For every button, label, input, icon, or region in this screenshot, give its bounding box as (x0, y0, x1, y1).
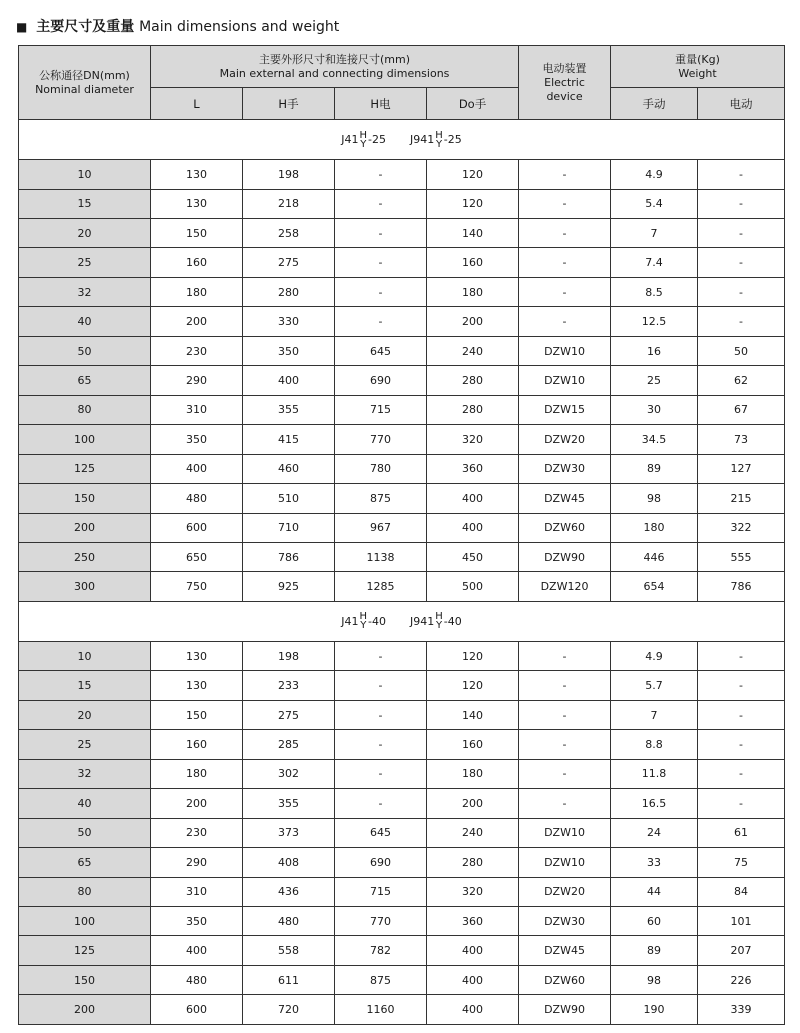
table-row (19, 995, 785, 1025)
table-cell: 200 (19, 513, 151, 542)
table-cell: DZW120 (519, 572, 611, 601)
table-row (19, 641, 785, 670)
table-cell: 50 (698, 336, 785, 365)
table-row (19, 395, 785, 424)
table-cell: 60 (611, 907, 698, 936)
table-row (19, 907, 785, 936)
table-row (19, 936, 785, 965)
table-cell: - (698, 160, 785, 189)
table-cell: - (698, 700, 785, 729)
table-row (19, 218, 785, 247)
table-cell: - (335, 789, 427, 818)
table-cell: 80 (19, 395, 151, 424)
table-cell: 770 (335, 425, 427, 454)
table-cell: 302 (243, 759, 335, 788)
table-cell: 875 (335, 965, 427, 994)
table-cell: 215 (698, 484, 785, 513)
table-cell: 84 (698, 877, 785, 906)
table-row (19, 160, 785, 189)
table-cell: 25 (19, 730, 151, 759)
table-cell: 140 (427, 218, 519, 247)
table-cell: - (519, 671, 611, 700)
table-cell: 33 (611, 848, 698, 877)
table-cell: 8.8 (611, 730, 698, 759)
table-cell: 400 (427, 965, 519, 994)
table-cell: 782 (335, 936, 427, 965)
table-cell: - (519, 189, 611, 218)
table-cell: 10 (19, 641, 151, 670)
table-cell: 230 (151, 818, 243, 847)
table-cell: - (335, 671, 427, 700)
table-cell: - (698, 218, 785, 247)
table-cell: 875 (335, 484, 427, 513)
table-cell: 40 (19, 789, 151, 818)
table-cell: 650 (151, 542, 243, 571)
table-cell: 925 (243, 572, 335, 601)
table-cell: 4.9 (611, 641, 698, 670)
table-cell: - (335, 641, 427, 670)
table-body (19, 120, 785, 1025)
table-cell: 160 (151, 248, 243, 277)
table-cell: 715 (335, 395, 427, 424)
table-row (19, 877, 785, 906)
model-code: J41 H Y -40 (341, 611, 387, 632)
table-cell: 446 (611, 542, 698, 571)
table-cell: - (519, 307, 611, 336)
table-cell: - (335, 248, 427, 277)
table-cell: 200 (151, 789, 243, 818)
table-cell: 7.4 (611, 248, 698, 277)
table-cell: 460 (243, 454, 335, 483)
table-cell: 101 (698, 907, 785, 936)
model-stack: H Y (359, 129, 368, 150)
table-cell: 150 (19, 484, 151, 513)
table-cell: 200 (19, 995, 151, 1025)
table-cell: 250 (19, 542, 151, 571)
table-cell: 25 (611, 366, 698, 395)
header-col-h-manual: H手 (243, 88, 335, 120)
table-cell: - (519, 248, 611, 277)
table-cell: 770 (335, 907, 427, 936)
table-cell: 180 (427, 277, 519, 306)
table-cell: 120 (427, 641, 519, 670)
table-row (19, 513, 785, 542)
table-cell: - (698, 189, 785, 218)
table-cell: 130 (151, 671, 243, 700)
table-cell: 100 (19, 425, 151, 454)
table-cell: 75 (698, 848, 785, 877)
table-cell: 130 (151, 641, 243, 670)
table-cell: 218 (243, 189, 335, 218)
table-cell: 130 (151, 189, 243, 218)
section-model-row (19, 120, 785, 160)
table-cell: 400 (427, 936, 519, 965)
table-cell: 500 (427, 572, 519, 601)
table-cell: 160 (151, 730, 243, 759)
table-cell: 233 (243, 671, 335, 700)
table-cell: 710 (243, 513, 335, 542)
title-zh: 主要尺寸及重量 (36, 19, 135, 35)
header-col-weight-manual: 手动 (611, 88, 698, 120)
model-code: J941 H Y -25 (410, 129, 462, 150)
table-cell: 1285 (335, 572, 427, 601)
table-cell: 16.5 (611, 789, 698, 818)
header-electric-device: 电动装置 Electric device (519, 46, 611, 120)
table-cell: 200 (427, 307, 519, 336)
table-cell: 275 (243, 248, 335, 277)
table-cell: 350 (243, 336, 335, 365)
table-cell: 600 (151, 513, 243, 542)
table-cell: - (698, 277, 785, 306)
table-cell: - (335, 759, 427, 788)
table-cell: 480 (243, 907, 335, 936)
table-cell: 61 (698, 818, 785, 847)
table-cell: DZW10 (519, 366, 611, 395)
model-code: J941 H Y -40 (410, 611, 462, 632)
model-stack: H Y (435, 611, 443, 632)
table-cell: 320 (427, 877, 519, 906)
table-cell: - (698, 759, 785, 788)
table-cell: 32 (19, 759, 151, 788)
table-cell: - (519, 759, 611, 788)
table-cell: 450 (427, 542, 519, 571)
page-title (16, 16, 339, 38)
table-row (19, 454, 785, 483)
title-en: Main dimensions and weight (139, 19, 340, 35)
square-bullet-icon: ■ (16, 20, 28, 34)
table-cell: 160 (427, 730, 519, 759)
table-cell: 150 (19, 965, 151, 994)
table-row (19, 425, 785, 454)
table-cell: DZW60 (519, 965, 611, 994)
table-cell: 15 (19, 671, 151, 700)
table-cell: 125 (19, 454, 151, 483)
dimensions-table (18, 45, 785, 1025)
table-cell: 207 (698, 936, 785, 965)
table-cell: - (698, 641, 785, 670)
table-cell: 400 (427, 484, 519, 513)
table-cell: 750 (151, 572, 243, 601)
table-cell: 80 (19, 877, 151, 906)
table-cell: DZW45 (519, 484, 611, 513)
table-cell: DZW90 (519, 995, 611, 1025)
table-cell: 300 (19, 572, 151, 601)
table-cell: - (519, 277, 611, 306)
header-col-h-electric: H电 (335, 88, 427, 120)
section-model-row (19, 601, 785, 641)
model-stack: H Y (435, 129, 443, 150)
table-cell: 720 (243, 995, 335, 1025)
table-row (19, 572, 785, 601)
table-row (19, 484, 785, 513)
table-cell: 555 (698, 542, 785, 571)
table-row (19, 671, 785, 700)
table-cell: 127 (698, 454, 785, 483)
header-weight: 重量(Kg) Weight (611, 46, 785, 88)
table-cell: 198 (243, 641, 335, 670)
table-cell: - (519, 641, 611, 670)
table-cell: 1160 (335, 995, 427, 1025)
table-cell: - (698, 307, 785, 336)
table-cell: 480 (151, 965, 243, 994)
table-row (19, 366, 785, 395)
table-cell: DZW30 (519, 454, 611, 483)
table-row (19, 789, 785, 818)
table-cell: - (698, 248, 785, 277)
table-cell: 20 (19, 700, 151, 729)
table-cell: 339 (698, 995, 785, 1025)
table-cell: 400 (151, 454, 243, 483)
table-cell: 510 (243, 484, 335, 513)
table-cell: 645 (335, 336, 427, 365)
table-cell: 62 (698, 366, 785, 395)
table-cell: - (335, 189, 427, 218)
table-cell: 654 (611, 572, 698, 601)
table-cell: 715 (335, 877, 427, 906)
table-cell: 12.5 (611, 307, 698, 336)
table-row (19, 818, 785, 847)
table-cell: 32 (19, 277, 151, 306)
model-code: J41 H Y -25 (341, 129, 387, 150)
table-cell: 373 (243, 818, 335, 847)
table-cell: DZW90 (519, 542, 611, 571)
table-cell: 645 (335, 818, 427, 847)
table-cell: 50 (19, 818, 151, 847)
header-row-1 (19, 46, 785, 88)
table-cell: 230 (151, 336, 243, 365)
table-cell: 73 (698, 425, 785, 454)
table-cell: 200 (427, 789, 519, 818)
table-row (19, 700, 785, 729)
table-cell: 290 (151, 848, 243, 877)
table-cell: - (698, 671, 785, 700)
table-cell: - (519, 730, 611, 759)
model-designation (19, 601, 785, 641)
table-cell: 5.4 (611, 189, 698, 218)
table-cell: 285 (243, 730, 335, 759)
table-cell: 89 (611, 936, 698, 965)
table-cell: 350 (151, 425, 243, 454)
table-cell: 180 (611, 513, 698, 542)
table-cell: 290 (151, 366, 243, 395)
table-cell: 180 (427, 759, 519, 788)
table-cell: DZW10 (519, 336, 611, 365)
table-cell: 16 (611, 336, 698, 365)
table-cell: 350 (151, 907, 243, 936)
table-cell: 160 (427, 248, 519, 277)
table-cell: 280 (427, 366, 519, 395)
table-cell: - (698, 789, 785, 818)
table-cell: 480 (151, 484, 243, 513)
table-cell: 436 (243, 877, 335, 906)
table-cell: 44 (611, 877, 698, 906)
table-cell: - (519, 700, 611, 729)
table-cell: 180 (151, 277, 243, 306)
table-cell: 400 (427, 513, 519, 542)
model-stack: H Y (359, 611, 368, 632)
table-cell: 310 (151, 877, 243, 906)
table-cell: 200 (151, 307, 243, 336)
table-cell: 140 (427, 700, 519, 729)
table-cell: 275 (243, 700, 335, 729)
table-cell: 120 (427, 671, 519, 700)
table-cell: 120 (427, 160, 519, 189)
table-cell: 4.9 (611, 160, 698, 189)
table-cell: 150 (151, 218, 243, 247)
table-cell: 15 (19, 189, 151, 218)
table-row (19, 542, 785, 571)
header-col-l: L (151, 88, 243, 120)
table-cell: 780 (335, 454, 427, 483)
table-cell: 690 (335, 366, 427, 395)
table-cell: 611 (243, 965, 335, 994)
table-row (19, 307, 785, 336)
table-cell: 125 (19, 936, 151, 965)
table-cell: 5.7 (611, 671, 698, 700)
table-cell: 180 (151, 759, 243, 788)
table-cell: 89 (611, 454, 698, 483)
table-row (19, 965, 785, 994)
table-cell: - (519, 218, 611, 247)
table-cell: 100 (19, 907, 151, 936)
table-cell: 8.5 (611, 277, 698, 306)
table-cell: - (519, 160, 611, 189)
table-cell: 320 (427, 425, 519, 454)
table-cell: - (335, 160, 427, 189)
table-cell: 355 (243, 395, 335, 424)
table-cell: 30 (611, 395, 698, 424)
table-cell: 280 (243, 277, 335, 306)
table-cell: - (519, 789, 611, 818)
header-col-weight-electric: 电动 (698, 88, 785, 120)
table-cell: DZW60 (519, 513, 611, 542)
table-cell: 558 (243, 936, 335, 965)
table-cell: 24 (611, 818, 698, 847)
table-cell: 11.8 (611, 759, 698, 788)
table-cell: 400 (151, 936, 243, 965)
table-row (19, 759, 785, 788)
table-cell: 1138 (335, 542, 427, 571)
header-main-dimensions: 主要外形尺寸和连接尺寸(mm) Main external and connecting dimensions (151, 46, 519, 88)
table-cell: 98 (611, 965, 698, 994)
table-cell: 690 (335, 848, 427, 877)
table-cell: 322 (698, 513, 785, 542)
table-cell: 400 (427, 995, 519, 1025)
table-cell: 198 (243, 160, 335, 189)
table-cell: 280 (427, 848, 519, 877)
table-cell: - (335, 730, 427, 759)
table-cell: 20 (19, 218, 151, 247)
table-cell: 67 (698, 395, 785, 424)
table-cell: 190 (611, 995, 698, 1025)
table-cell: 400 (243, 366, 335, 395)
table-cell: 310 (151, 395, 243, 424)
table-cell: - (335, 307, 427, 336)
table-cell: DZW10 (519, 818, 611, 847)
table-cell: 786 (243, 542, 335, 571)
table-cell: 258 (243, 218, 335, 247)
table-cell: 120 (427, 189, 519, 218)
table-cell: 600 (151, 995, 243, 1025)
table-row (19, 730, 785, 759)
table-cell: DZW10 (519, 848, 611, 877)
table-cell: 150 (151, 700, 243, 729)
table-cell: 25 (19, 248, 151, 277)
table-cell: 130 (151, 160, 243, 189)
table-cell: 355 (243, 789, 335, 818)
table-cell: DZW45 (519, 936, 611, 965)
table-cell: 280 (427, 395, 519, 424)
table-cell: 786 (698, 572, 785, 601)
table-row (19, 248, 785, 277)
table-row (19, 848, 785, 877)
table-cell: 415 (243, 425, 335, 454)
table-cell: DZW20 (519, 877, 611, 906)
table-cell: 360 (427, 454, 519, 483)
table-cell: 330 (243, 307, 335, 336)
table-cell: 34.5 (611, 425, 698, 454)
table-cell: 408 (243, 848, 335, 877)
table-row (19, 277, 785, 306)
table-cell: 7 (611, 218, 698, 247)
table-row (19, 336, 785, 365)
table-cell: 65 (19, 848, 151, 877)
table-cell: 98 (611, 484, 698, 513)
header-nominal-diameter: 公称通径DN(mm) Nominal diameter (19, 46, 151, 120)
table-cell: DZW30 (519, 907, 611, 936)
table-cell: - (698, 730, 785, 759)
table-cell: - (335, 700, 427, 729)
table-cell: 40 (19, 307, 151, 336)
table-cell: DZW20 (519, 425, 611, 454)
table-row (19, 189, 785, 218)
table-cell: 360 (427, 907, 519, 936)
header-col-do-manual: Do手 (427, 88, 519, 120)
table-cell: 226 (698, 965, 785, 994)
table-cell: 967 (335, 513, 427, 542)
table-cell: 65 (19, 366, 151, 395)
model-designation (19, 120, 785, 160)
table-cell: 7 (611, 700, 698, 729)
table-cell: DZW15 (519, 395, 611, 424)
table-cell: - (335, 218, 427, 247)
table-cell: 50 (19, 336, 151, 365)
table-cell: 10 (19, 160, 151, 189)
table-cell: 240 (427, 336, 519, 365)
table-cell: - (335, 277, 427, 306)
table-cell: 240 (427, 818, 519, 847)
